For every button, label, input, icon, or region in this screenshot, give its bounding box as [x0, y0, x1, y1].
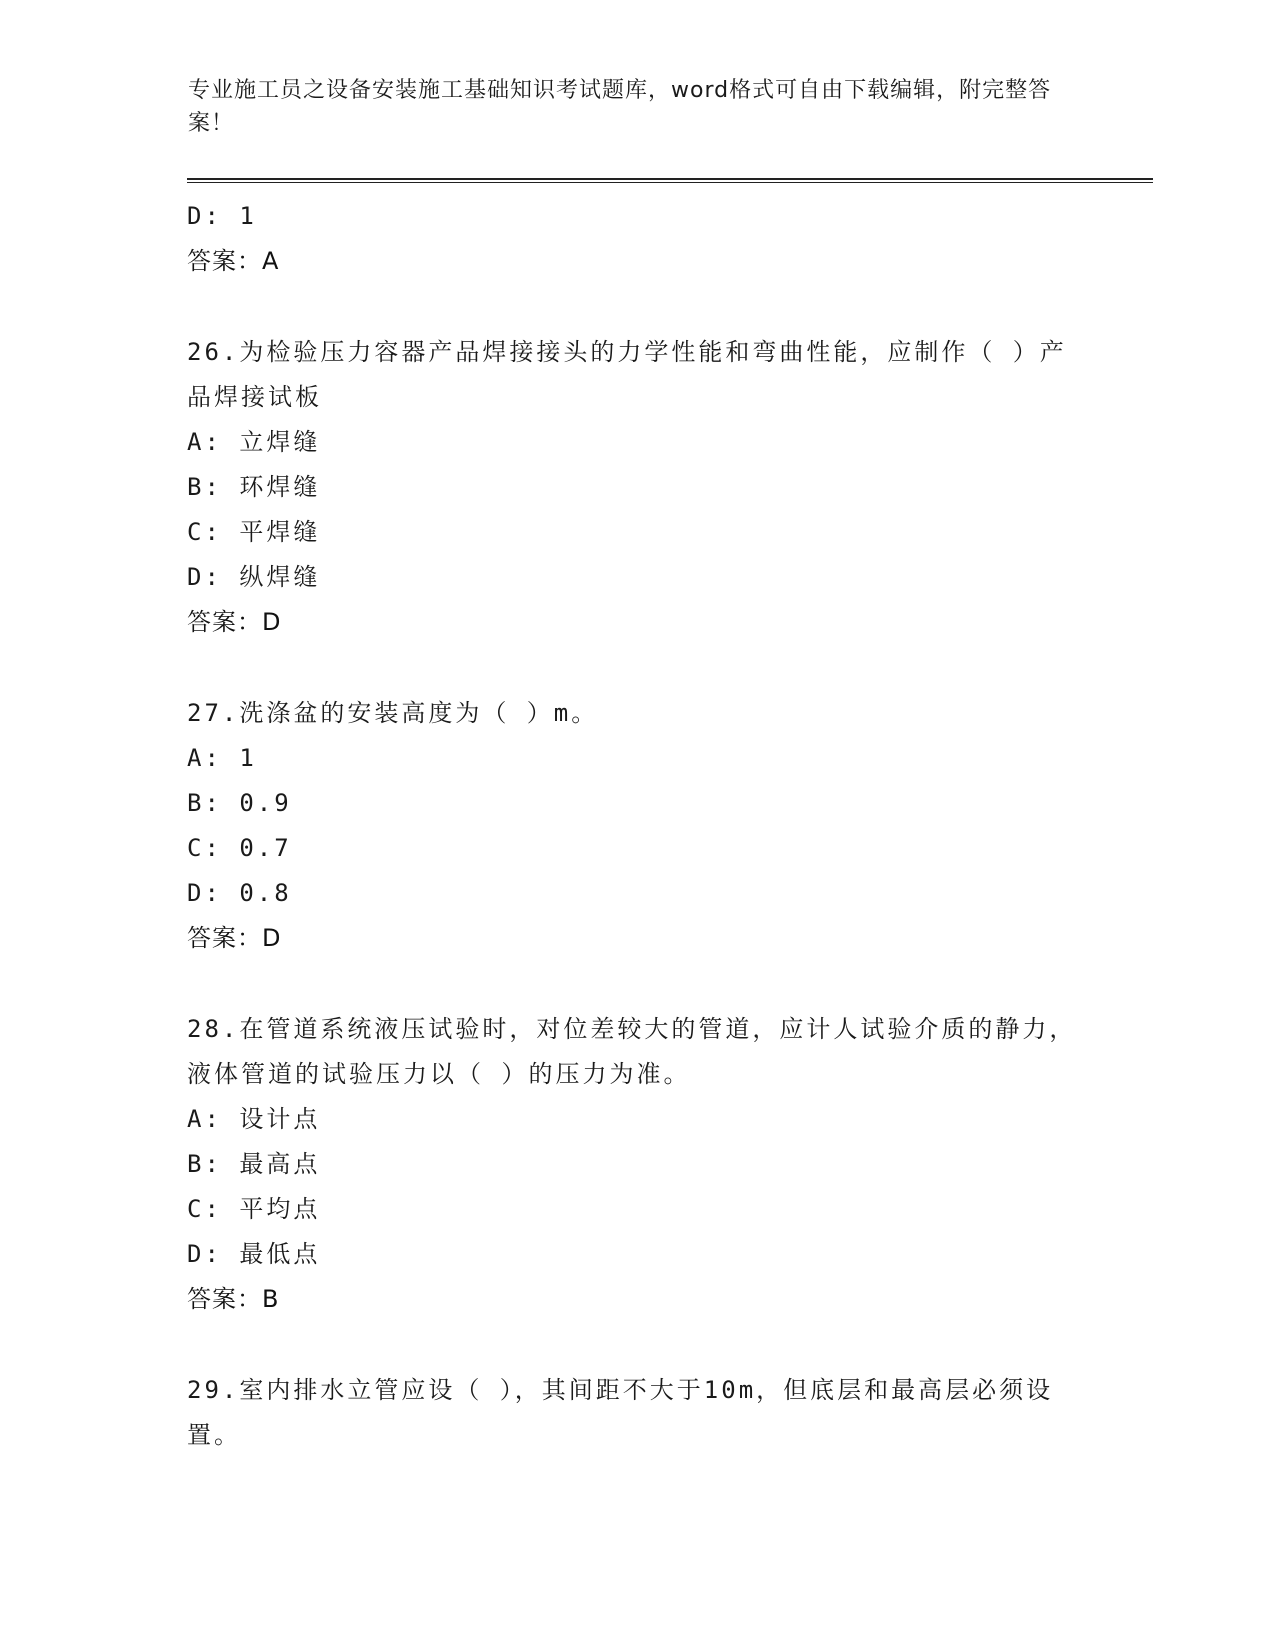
question-text: 26.为检验压力容器产品焊接接头的力学性能和弯曲性能，应制作（ ）产品焊接试板 — [187, 338, 1067, 411]
spacer — [187, 1322, 1087, 1368]
question-29 — [187, 1368, 1087, 1458]
option-b: B: 最高点 — [187, 1150, 321, 1178]
question-27 — [187, 691, 1087, 961]
option-a: A: 设计点 — [187, 1105, 321, 1133]
option-c: C: 平焊缝 — [187, 518, 321, 546]
option-d: D: 纵焊缝 — [187, 563, 321, 591]
option-a: A: 1 — [187, 744, 257, 772]
option-c: C: 0.7 — [187, 834, 292, 862]
answer-line: 答案：B — [187, 1285, 280, 1313]
question-28 — [187, 1007, 1087, 1322]
answer-line: 答案：D — [187, 608, 282, 636]
answer-line: 答案：A — [187, 247, 280, 275]
question-26 — [187, 330, 1087, 645]
answer-line: 答案：D — [187, 924, 282, 952]
option-d: D: 0.8 — [187, 879, 292, 907]
option-c: C: 平均点 — [187, 1195, 321, 1223]
page-header: 专业施工员之设备安装施工基础知识考试题库，word格式可自由下载编辑，附完整答案！ — [188, 78, 1052, 136]
header-divider — [187, 178, 1153, 183]
option-d: D: 最低点 — [187, 1240, 321, 1268]
option-d: D: 1 — [187, 202, 257, 230]
question-text: 29.室内排水立管应设（ ），其间距不大于10m，但底层和最高层必须设置。 — [187, 1376, 1054, 1449]
question-text: 27.洗涤盆的安装高度为（ ）m。 — [187, 699, 599, 727]
question-text: 28.在管道系统液压试验时，对位差较大的管道，应计人试验介质的静力，液体管道的试验压力以（ ）的压力为准。 — [187, 1015, 1077, 1088]
option-b: B: 环焊缝 — [187, 473, 321, 501]
document-body — [187, 194, 1087, 1458]
spacer — [187, 645, 1087, 691]
option-a: A: 立焊缝 — [187, 428, 321, 456]
option-b: B: 0.9 — [187, 789, 292, 817]
spacer — [187, 961, 1087, 1007]
spacer — [187, 284, 1087, 330]
